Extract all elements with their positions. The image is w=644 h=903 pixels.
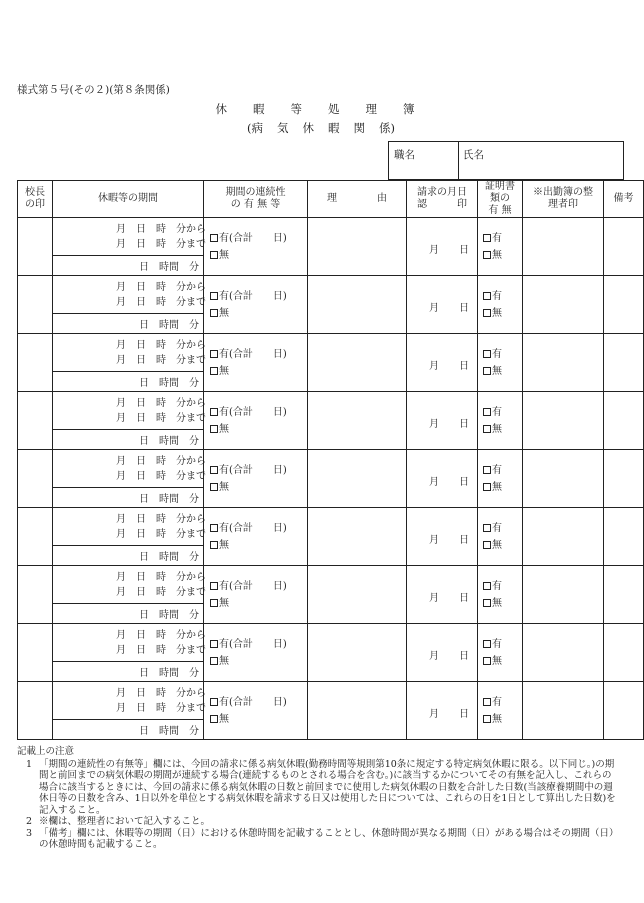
request-date: 月 日	[429, 244, 469, 256]
certificate-cell[interactable]	[478, 276, 523, 334]
remarks-cell[interactable]	[604, 450, 644, 508]
checkbox[interactable]	[210, 292, 218, 300]
continuity-yes: 有(合計 日)	[219, 580, 287, 592]
leave-record-table	[17, 180, 644, 740]
checkbox[interactable]	[483, 309, 491, 317]
reason-cell[interactable]	[308, 276, 407, 334]
checkbox[interactable]	[483, 698, 491, 706]
checkbox[interactable]	[210, 698, 218, 706]
checkbox[interactable]	[483, 524, 491, 532]
period-total: 日 時間 分	[139, 610, 199, 621]
period-total: 日 時間 分	[139, 378, 199, 389]
period-to: 月 日 時 分まで	[116, 528, 206, 540]
request-date-cell[interactable]	[407, 566, 478, 624]
continuity-yes: 有(合計 日)	[219, 290, 287, 302]
certificate-cell[interactable]	[478, 682, 523, 740]
checkbox[interactable]	[210, 466, 218, 474]
title-char: 簿	[403, 102, 415, 116]
continuity-no: 無	[219, 713, 229, 725]
request-date-cell[interactable]	[407, 334, 478, 392]
note-text: 「期間の連続性の有無等」欄には、今回の請求に係る病気休暇(勤務時間等規則第10条に規定する特定病気休暇に限る。以下同じ。)の期間と前回までの病気休暇の期間が連続する場合(連続するものとされる場合を含む。)に該当するかについてその有無を記入し、これらの場合に該当するときには、今回の請求に係る病気休暇の日数と前回までに使用した病気休暇の日数を合計した日数(当該療養期間中の週休日等の日数を含み、1日以外を単位とする病気休暇を請求する日又は使用した日については、これらの日を1日として算出した日数)を記入すること。	[39, 758, 616, 816]
page-title	[0, 101, 630, 117]
supervisor-seal-cell[interactable]	[18, 450, 53, 508]
table-row	[18, 450, 644, 508]
header-supervisor-seal: 校長 の印	[18, 181, 53, 218]
header-attendance-seal: ※出勤簿の整 理者印	[523, 181, 604, 218]
checkbox[interactable]	[483, 657, 491, 665]
period-from: 月 日 時 分から	[116, 629, 206, 641]
cert-yes: 有	[492, 522, 502, 534]
checkbox[interactable]	[210, 640, 218, 648]
remarks-cell[interactable]	[604, 682, 644, 740]
certificate-cell[interactable]	[478, 624, 523, 682]
remarks-cell[interactable]	[604, 334, 644, 392]
continuity-cell[interactable]	[204, 218, 308, 276]
continuity-no: 無	[219, 423, 229, 435]
header-continuity: 期間の連続性 の 有 無 等	[204, 181, 308, 218]
request-date: 月 日	[429, 708, 469, 720]
request-date-cell[interactable]	[407, 276, 478, 334]
continuity-yes: 有(合計 日)	[219, 348, 287, 360]
supervisor-seal-cell[interactable]	[18, 392, 53, 450]
request-date: 月 日	[429, 476, 469, 488]
checkbox[interactable]	[483, 483, 491, 491]
request-date-cell[interactable]	[407, 392, 478, 450]
leave-period-cell[interactable]	[53, 218, 204, 276]
leave-period-cell[interactable]	[53, 334, 204, 392]
table-header-row	[18, 181, 644, 218]
continuity-cell[interactable]	[204, 392, 308, 450]
checkbox[interactable]	[483, 425, 491, 433]
table-row	[18, 276, 644, 334]
supervisor-seal-cell[interactable]	[18, 276, 53, 334]
period-to: 月 日 時 分まで	[116, 702, 206, 714]
continuity-yes: 有(合計 日)	[219, 522, 287, 534]
checkbox[interactable]	[210, 483, 218, 491]
note-text: 「備考」欄には、休暇等の期間（日）における休憩時間を記載することとし、休憩時間が異なる期間（日）がある場合はその期間（日）の休憩時間も記載すること。	[39, 827, 614, 850]
checkbox[interactable]	[483, 408, 491, 416]
supervisor-seal-cell[interactable]	[18, 624, 53, 682]
header-request-date: 請求の月日 認 印	[407, 181, 478, 218]
period-from: 月 日 時 分から	[116, 223, 206, 235]
period-from: 月 日 時 分から	[116, 687, 206, 699]
cert-no: 無	[492, 249, 502, 261]
continuity-no: 無	[219, 539, 229, 551]
attendance-seal-cell[interactable]	[523, 682, 604, 740]
subtitle-char: 係)	[379, 121, 395, 135]
cert-no: 無	[492, 365, 502, 377]
cert-no: 無	[492, 655, 502, 667]
period-to: 月 日 時 分まで	[116, 354, 206, 366]
subtitle-char: 気	[277, 121, 289, 135]
request-date: 月 日	[429, 418, 469, 430]
reason-cell[interactable]	[308, 218, 407, 276]
request-date: 月 日	[429, 650, 469, 662]
table-row	[18, 682, 644, 740]
continuity-cell[interactable]	[204, 566, 308, 624]
certificate-cell[interactable]	[478, 450, 523, 508]
remarks-cell[interactable]	[604, 566, 644, 624]
continuity-cell[interactable]	[204, 450, 308, 508]
period-total: 日 時間 分	[139, 436, 199, 447]
cert-no: 無	[492, 307, 502, 319]
period-total: 日 時間 分	[139, 320, 199, 331]
period-to: 月 日 時 分まで	[116, 238, 206, 250]
title-char: 暇	[253, 102, 265, 116]
note-number: 2	[26, 816, 33, 827]
cert-no: 無	[492, 423, 502, 435]
continuity-cell[interactable]	[204, 682, 308, 740]
checkbox[interactable]	[210, 408, 218, 416]
continuity-yes: 有(合計 日)	[219, 696, 287, 708]
reason-cell[interactable]	[308, 450, 407, 508]
checkbox[interactable]	[210, 657, 218, 665]
name-position-box	[388, 141, 624, 180]
cert-no: 無	[492, 481, 502, 493]
leave-period-cell[interactable]	[53, 566, 204, 624]
title-char: 処	[328, 102, 340, 116]
title-char: 等	[290, 102, 302, 116]
subtitle-char: 休	[302, 121, 314, 135]
request-date: 月 日	[429, 592, 469, 604]
cert-yes: 有	[492, 580, 502, 592]
certificate-cell[interactable]	[478, 508, 523, 566]
attendance-seal-cell[interactable]	[523, 450, 604, 508]
checkbox[interactable]	[210, 599, 218, 607]
request-date-cell[interactable]	[407, 450, 478, 508]
request-date: 月 日	[429, 302, 469, 314]
remarks-cell[interactable]	[604, 624, 644, 682]
leave-period-cell[interactable]	[53, 508, 204, 566]
checkbox[interactable]	[210, 524, 218, 532]
attendance-seal-cell[interactable]	[523, 392, 604, 450]
period-to: 月 日 時 分まで	[116, 296, 206, 308]
certificate-cell[interactable]	[478, 218, 523, 276]
cert-yes: 有	[492, 290, 502, 302]
leave-period-cell[interactable]	[53, 682, 204, 740]
header-remarks: 備考	[604, 181, 644, 218]
checkbox[interactable]	[483, 599, 491, 607]
period-to: 月 日 時 分まで	[116, 412, 206, 424]
remarks-cell[interactable]	[604, 276, 644, 334]
note-item	[17, 759, 617, 817]
period-from: 月 日 時 分から	[116, 513, 206, 525]
continuity-no: 無	[219, 655, 229, 667]
supervisor-seal-cell[interactable]	[18, 334, 53, 392]
note-item	[17, 828, 617, 851]
form-label: 様式第５号(その２)(第８条関係)	[17, 84, 170, 96]
reason-cell[interactable]	[308, 624, 407, 682]
continuity-cell[interactable]	[204, 508, 308, 566]
continuity-cell[interactable]	[204, 624, 308, 682]
certificate-cell[interactable]	[478, 334, 523, 392]
cert-yes: 有	[492, 232, 502, 244]
title-char: 休	[215, 102, 227, 116]
table-row	[18, 218, 644, 276]
cert-yes: 有	[492, 638, 502, 650]
reason-cell[interactable]	[308, 682, 407, 740]
period-total: 日 時間 分	[139, 552, 199, 563]
checkbox[interactable]	[483, 715, 491, 723]
leave-period-cell[interactable]	[53, 624, 204, 682]
checkbox[interactable]	[483, 292, 491, 300]
leave-period-cell[interactable]	[53, 392, 204, 450]
period-total: 日 時間 分	[139, 726, 199, 737]
table-row	[18, 392, 644, 450]
subtitle-char: 関	[353, 121, 365, 135]
period-from: 月 日 時 分から	[116, 571, 206, 583]
checkbox[interactable]	[483, 582, 491, 590]
header-leave-period: 休暇等の期間	[53, 181, 204, 218]
period-from: 月 日 時 分から	[116, 281, 206, 293]
checkbox[interactable]	[483, 367, 491, 375]
leave-period-cell[interactable]	[53, 276, 204, 334]
cert-yes: 有	[492, 696, 502, 708]
notes-section	[17, 746, 617, 851]
checkbox[interactable]	[483, 234, 491, 242]
attendance-seal-cell[interactable]	[523, 566, 604, 624]
period-from: 月 日 時 分から	[116, 339, 206, 351]
table-row	[18, 566, 644, 624]
supervisor-seal-cell[interactable]	[18, 566, 53, 624]
period-to: 月 日 時 分まで	[116, 644, 206, 656]
period-to: 月 日 時 分まで	[116, 470, 206, 482]
certificate-cell[interactable]	[478, 392, 523, 450]
page-subtitle	[0, 120, 630, 136]
request-date-cell[interactable]	[407, 682, 478, 740]
note-item	[17, 816, 617, 828]
checkbox[interactable]	[483, 251, 491, 259]
cert-yes: 有	[492, 348, 502, 360]
attendance-seal-cell[interactable]	[523, 334, 604, 392]
table-row	[18, 508, 644, 566]
certificate-cell[interactable]	[478, 566, 523, 624]
remarks-cell[interactable]	[604, 392, 644, 450]
period-from: 月 日 時 分から	[116, 455, 206, 467]
remarks-cell[interactable]	[604, 508, 644, 566]
request-date: 月 日	[429, 534, 469, 546]
request-date-cell[interactable]	[407, 218, 478, 276]
checkbox[interactable]	[210, 234, 218, 242]
name-label: 氏名	[463, 149, 484, 161]
continuity-yes: 有(合計 日)	[219, 406, 287, 418]
attendance-seal-cell[interactable]	[523, 624, 604, 682]
attendance-seal-cell[interactable]	[523, 218, 604, 276]
checkbox[interactable]	[483, 640, 491, 648]
continuity-cell[interactable]	[204, 276, 308, 334]
continuity-yes: 有(合計 日)	[219, 638, 287, 650]
cert-no: 無	[492, 539, 502, 551]
checkbox[interactable]	[210, 425, 218, 433]
leave-period-cell[interactable]	[53, 450, 204, 508]
position-label: 職名	[394, 149, 415, 161]
period-total: 日 時間 分	[139, 668, 199, 679]
reason-cell[interactable]	[308, 566, 407, 624]
cert-yes: 有	[492, 464, 502, 476]
table-row	[18, 334, 644, 392]
remarks-cell[interactable]	[604, 218, 644, 276]
period-total: 日 時間 分	[139, 494, 199, 505]
checkbox[interactable]	[210, 582, 218, 590]
note-number: 3	[26, 827, 33, 839]
checkbox[interactable]	[210, 309, 218, 317]
attendance-seal-cell[interactable]	[523, 508, 604, 566]
note-number: 1	[26, 758, 33, 770]
header-reason: 理 由	[308, 181, 407, 218]
cert-no: 無	[492, 713, 502, 725]
note-text: ※欄は、整理者において記入すること。	[39, 816, 211, 827]
request-date-cell[interactable]	[407, 624, 478, 682]
subtitle-char: (病	[247, 121, 263, 135]
cert-yes: 有	[492, 406, 502, 418]
notes-title: 記載上の注意	[17, 746, 75, 757]
checkbox[interactable]	[483, 541, 491, 549]
attendance-seal-cell[interactable]	[523, 276, 604, 334]
period-from: 月 日 時 分から	[116, 397, 206, 409]
reason-cell[interactable]	[308, 392, 407, 450]
checkbox[interactable]	[210, 367, 218, 375]
continuity-no: 無	[219, 249, 229, 261]
reason-cell[interactable]	[308, 508, 407, 566]
request-date: 月 日	[429, 360, 469, 372]
continuity-no: 無	[219, 307, 229, 319]
cert-no: 無	[492, 597, 502, 609]
subtitle-char: 暇	[328, 121, 340, 135]
supervisor-seal-cell[interactable]	[18, 682, 53, 740]
header-certificate: 証明書 類の 有 無	[478, 181, 523, 218]
period-to: 月 日 時 分まで	[116, 586, 206, 598]
supervisor-seal-cell[interactable]	[18, 508, 53, 566]
checkbox[interactable]	[483, 350, 491, 358]
supervisor-seal-cell[interactable]	[18, 218, 53, 276]
continuity-no: 無	[219, 365, 229, 377]
continuity-cell[interactable]	[204, 334, 308, 392]
continuity-yes: 有(合計 日)	[219, 464, 287, 476]
reason-cell[interactable]	[308, 334, 407, 392]
checkbox[interactable]	[210, 350, 218, 358]
table-row	[18, 624, 644, 682]
checkbox[interactable]	[210, 715, 218, 723]
continuity-yes: 有(合計 日)	[219, 232, 287, 244]
checkbox[interactable]	[210, 541, 218, 549]
checkbox[interactable]	[483, 466, 491, 474]
checkbox[interactable]	[210, 251, 218, 259]
title-char: 理	[365, 102, 377, 116]
period-total: 日 時間 分	[139, 262, 199, 273]
continuity-no: 無	[219, 597, 229, 609]
continuity-no: 無	[219, 481, 229, 493]
request-date-cell[interactable]	[407, 508, 478, 566]
